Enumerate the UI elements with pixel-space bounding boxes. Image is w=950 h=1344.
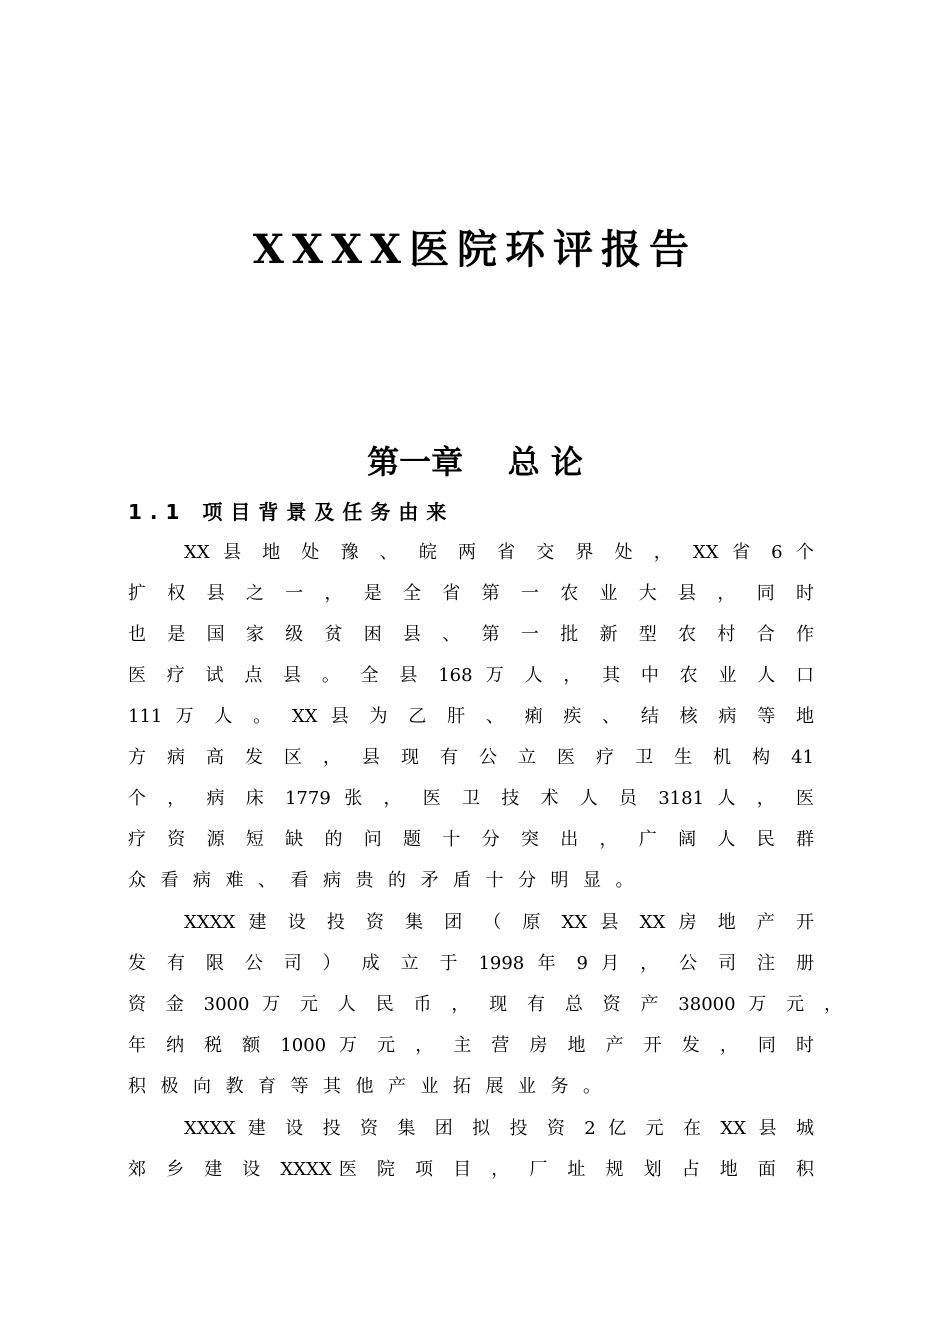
paragraph-line: 资 金 3000 万 元 人 民 币 ， 现 有 总 资 产 38000 万 元 ，: [128, 994, 842, 1015]
paragraph-line: 发 有 限 公 司 ） 成 立 于 1998 年 9 月 ， 公 司 注 册: [128, 953, 814, 974]
paragraph-line: 111 万 人 。 XX 县 为 乙 肝 、 痢 疾 、 结 核 病 等 地: [128, 706, 814, 727]
paragraph-line: 年 纳 税 额 1000 万 元 ， 主 营 房 地 产 开 发 ， 同 时: [128, 1035, 814, 1056]
paragraph-line: 也 是 国 家 级 贫 困 县 、 第 一 批 新 型 农 村 合 作: [128, 624, 814, 645]
paragraph-line: 医 疗 试 点 县 。 全 县 168 万 人 ， 其 中 农 业 人 口: [128, 665, 814, 686]
paragraph-line: 积极向教育等其他产业拓展业务。: [128, 1076, 616, 1097]
paragraph-line: 疗 资 源 短 缺 的 问 题 十 分 突 出 ， 广 阔 人 民 群: [128, 829, 814, 850]
paragraph-line: XX 县 地 处 豫 、 皖 两 省 交 界 处 ， XX 省 6 个: [184, 542, 814, 563]
document-title: XXXX医院环评报告: [252, 226, 698, 273]
paragraph-line: 众看病难、看病贵的矛盾十分明显。: [128, 870, 648, 891]
paragraph-line: XXXX 建 设 投 资 集 团 （ 原 XX 县 XX 房 地 产 开: [184, 912, 814, 933]
paragraph-line: 方 病 高 发 区 ， 县 现 有 公 立 医 疗 卫 生 机 构 41: [128, 747, 814, 768]
paragraph-line: 郊 乡 建 设 XXXX医 院 项 目 ， 厂 址 规 划 占 地 面 积: [128, 1159, 814, 1180]
section-heading: 1.1 项目背景及任务由来: [128, 500, 455, 524]
paragraph-line: XXXX 建 设 投 资 集 团 拟 投 资 2 亿 元 在 XX 县 城: [184, 1118, 814, 1139]
paragraph-line: 扩 权 县 之 一 ， 是 全 省 第 一 农 业 大 县 ， 同 时: [128, 583, 814, 604]
paragraph-line: 个 ， 病 床 1779 张 ， 医 卫 技 术 人 员 3181 人 ， 医: [128, 788, 814, 809]
chapter-title: 第一章 总 论: [367, 443, 583, 481]
